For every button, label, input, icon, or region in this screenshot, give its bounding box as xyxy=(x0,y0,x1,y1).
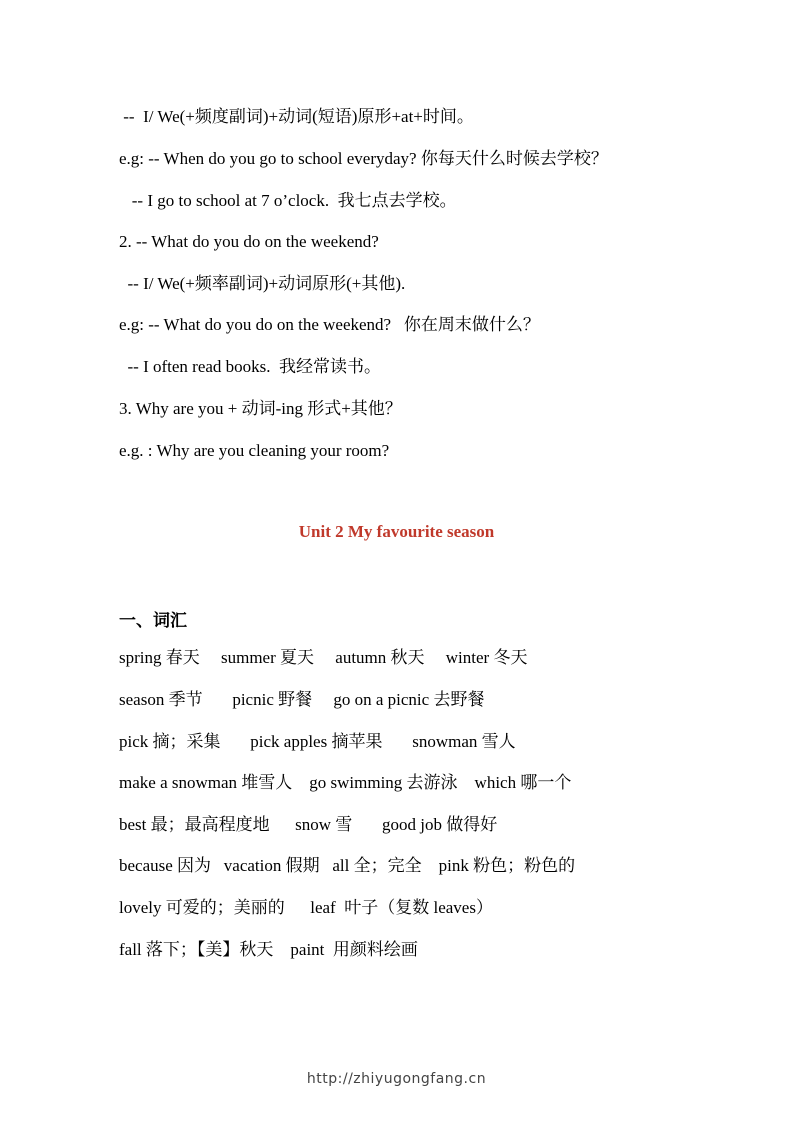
vocab-line: make a snowman 堆雪人 go swimming 去游泳 which 哪一个 xyxy=(119,773,572,792)
text-line: 3. Why are you + 动词-ing 形式+其他？ xyxy=(119,399,402,418)
unit-heading: Unit 2 My favourite season xyxy=(298,522,495,541)
text-line: -- I/ We(+频度副词)+动词(短语)原形+at+时间。 xyxy=(119,107,474,126)
vocab-line: fall 落下；【美】秋天 paint 用颜料绘画 xyxy=(119,940,418,959)
text-line: -- I often read books. 我经常读书。 xyxy=(119,357,382,376)
vocab-line: spring 春天 summer 夏天 autumn 秋天 winter 冬天 xyxy=(119,648,528,667)
vocab-line: best 最；最高程度地 snow 雪 good job 做得好 xyxy=(119,815,498,834)
text-line: e.g: -- What do you do on the weekend? 你在周末做什么？ xyxy=(119,315,540,334)
text-line: e.g. : Why are you cleaning your room? xyxy=(119,441,390,460)
vocab-section-title: 一、词汇 xyxy=(119,611,187,630)
text-line: e.g: -- When do you go to school everyday? 你每天什么时候去学校？ xyxy=(119,149,608,168)
footer-url: http://zhiyugongfang.cn xyxy=(306,1071,487,1087)
text-line: -- I/ We(+频率副词)+动词原形(+其他). xyxy=(119,274,406,293)
text-line: -- I go to school at 7 o’clock. 我七点去学校。 xyxy=(119,191,457,210)
vocab-line: pick 摘；采集 pick apples 摘苹果 snowman 雪人 xyxy=(119,732,516,751)
vocab-line: lovely 可爱的；美丽的 leaf 叶子（复数 leaves） xyxy=(119,898,493,917)
vocab-line: because 因为 vacation 假期 all 全；完全 pink 粉色；粉色的 xyxy=(119,856,576,875)
text-line: 2. -- What do you do on the weekend? xyxy=(119,232,379,251)
vocab-line: season 季节 picnic 野餐 go on a picnic 去野餐 xyxy=(119,690,485,709)
